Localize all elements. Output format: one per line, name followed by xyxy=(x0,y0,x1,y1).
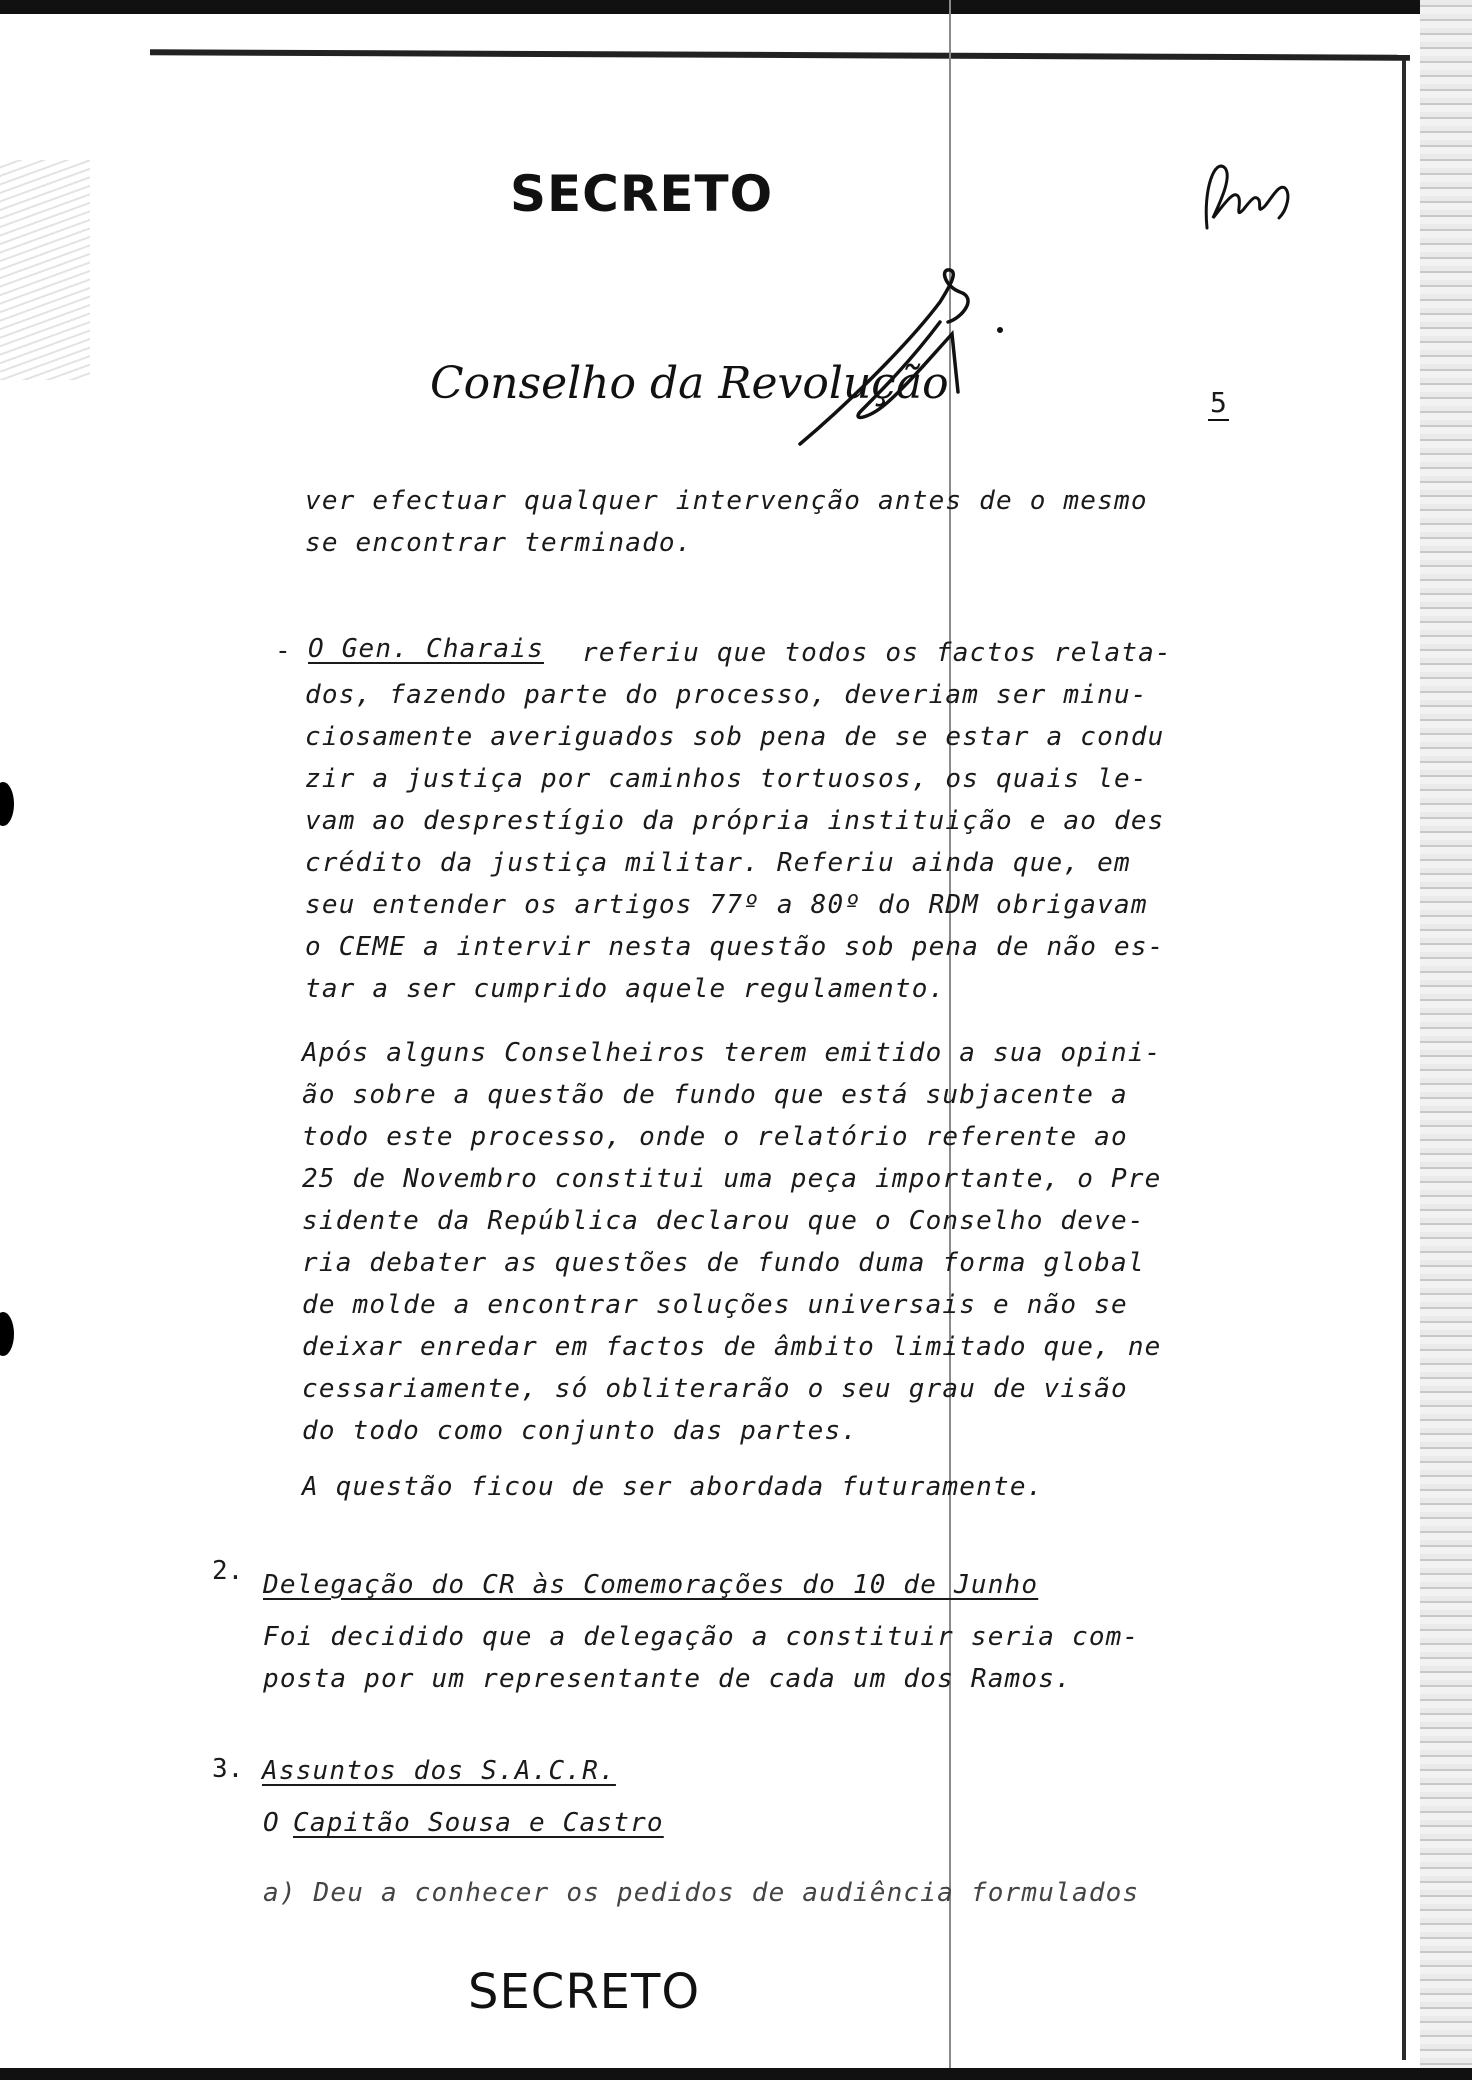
section-heading: Assuntos dos S.A.C.R. xyxy=(262,1756,616,1786)
bullet-dash: - xyxy=(275,636,291,666)
text-line: tar a ser cumprido aquele regulamento. xyxy=(305,974,946,1004)
page-top-edge xyxy=(150,49,1410,60)
scan-bottom-border xyxy=(0,2068,1472,2080)
scan-top-border xyxy=(0,0,1472,14)
text-line: deixar enredar em factos de âmbito limitado que, ne xyxy=(302,1332,1162,1362)
speaker-name: O Gen. Charais xyxy=(308,634,544,664)
punch-hole xyxy=(0,1312,14,1356)
letterhead: Conselho da Revolução xyxy=(430,358,949,409)
text-line: crédito da justiça militar. Referiu ainda que, em xyxy=(305,848,1131,878)
text-line: Após alguns Conselheiros terem emitido a sua opini- xyxy=(302,1038,1162,1068)
text-line: cessariamente, só obliterarão o seu grau de visão xyxy=(302,1374,1128,1404)
text-line: posta por um representante de cada um dos Ramos. xyxy=(263,1664,1072,1694)
text-line: seu entender os artigos 77º a 80º do RDM obrigavam xyxy=(305,890,1148,920)
classification-stamp-bottom: SECRETO xyxy=(468,1964,701,2020)
text-line: de molde a encontrar soluções universais e não se xyxy=(302,1290,1128,1320)
item-number: 2. xyxy=(212,1556,244,1586)
punch-hole xyxy=(0,782,14,826)
scan-right-margin xyxy=(1420,0,1472,2080)
text-line: dos, fazendo parte do processo, deveriam ser minu- xyxy=(305,680,1148,710)
text-line: todo este processo, onde o relatório referente ao xyxy=(302,1122,1128,1152)
text-line: A questão ficou de ser abordada futuramente. xyxy=(302,1472,1044,1502)
text-line: se encontrar terminado. xyxy=(305,528,693,558)
handwritten-signature-central xyxy=(790,262,1020,452)
text-line: o CEME a intervir nesta questão sob pena de não es- xyxy=(305,932,1165,962)
text-line: referiu que todos os factos relata- xyxy=(582,638,1172,668)
text-line: vam ao desprestígio da própria instituição e ao des xyxy=(305,806,1165,836)
handwritten-signature-corner xyxy=(1195,148,1305,258)
speaker-name: Capitão Sousa e Castro xyxy=(293,1808,664,1838)
classification-stamp-top: SECRETO xyxy=(510,165,774,223)
text-line: ver efectuar qualquer intervenção antes de o mesmo xyxy=(305,486,1148,516)
item-number: 3. xyxy=(212,1754,244,1784)
text-line: zir a justiça por caminhos tortuosos, os quais le- xyxy=(305,764,1148,794)
text-line: Foi decidido que a delegação a constituir seria com- xyxy=(263,1622,1140,1652)
text-line: do todo como conjunto das partes. xyxy=(302,1416,859,1446)
text-line: ria debater as questões de fundo duma forma global xyxy=(302,1248,1145,1278)
text-prefix: O xyxy=(263,1808,280,1838)
scan-left-noise xyxy=(0,160,90,380)
page-right-edge xyxy=(1402,60,1406,2060)
text-line: sidente da República declarou que o Conselho deve- xyxy=(302,1206,1145,1236)
text-line: 25 de Novembro constitui uma peça importante, o Pre xyxy=(302,1164,1162,1194)
page-number: 5 xyxy=(1210,386,1227,419)
section-heading: Delegação do CR às Comemorações do 10 de Junho xyxy=(263,1570,1039,1600)
text-line: a) Deu a conhecer os pedidos de audiência formulados xyxy=(263,1878,1140,1908)
text-line: ciosamente averiguados sob pena de se estar a condu xyxy=(305,722,1165,752)
text-line: ão sobre a questão de fundo que está subjacente a xyxy=(302,1080,1128,1110)
